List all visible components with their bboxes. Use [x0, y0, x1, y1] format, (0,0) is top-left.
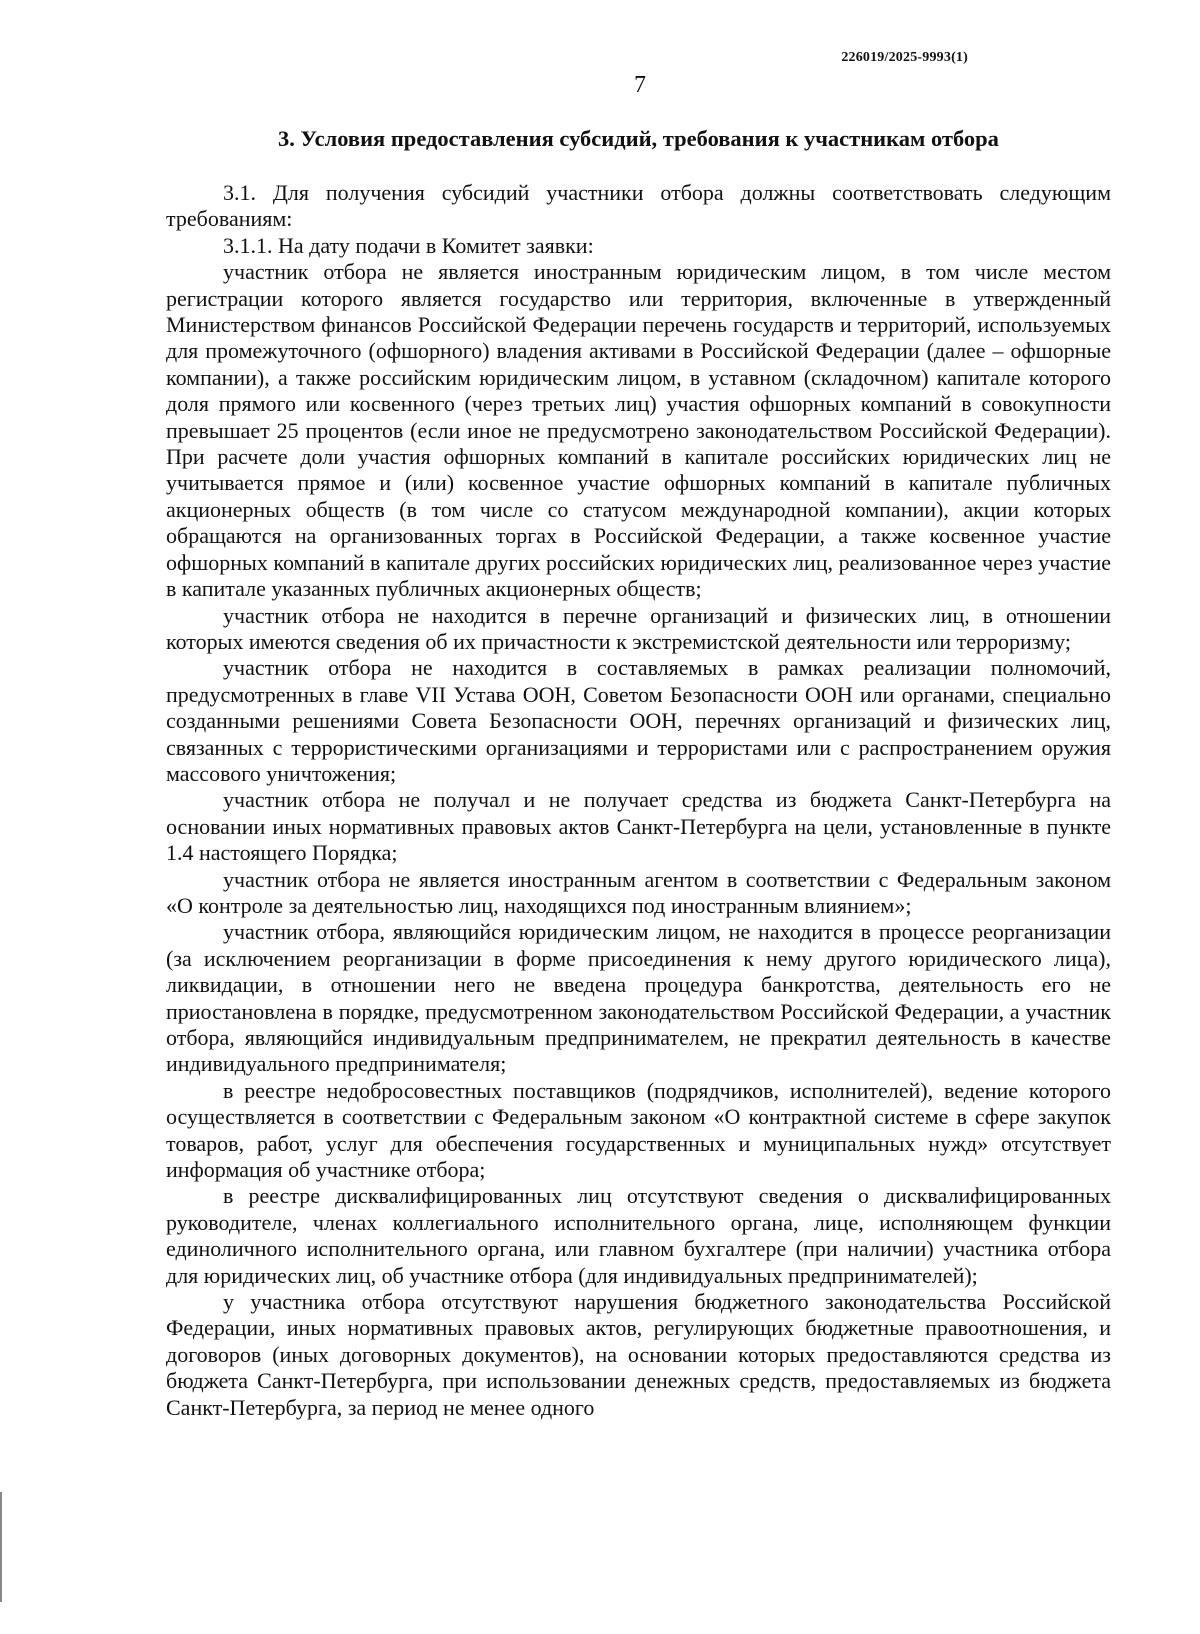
- paragraph: участник отбора не находится в перечне организаций и физических лиц, в отношении которых имеются сведения об их причастности к экстремистской деятельности или терроризму;: [166, 602, 1111, 654]
- document-id: 226019/2025-9993(1): [841, 50, 968, 65]
- page-number: 7: [634, 72, 646, 98]
- document-body: [166, 180, 1111, 1421]
- paragraph: участник отбора не является иностранным юридическим лицом, в том числе местом регистрации которого является государство или территория, включенные в утвержденный Министерством финансов Российской Федерации перечень государств и территорий, используемых для промежуточного (офшорного) владения активами в Российской Федерации (далее – офшорные компании), а также российским юридическим лицом, в уставном (складочном) капитале которого доля прямого или косвенного (через третьих лиц) участия офшорных компаний в совокупности превышает 25 процентов (если иное не предусмотрено законодательством Российской Федерации). При расчете доли участия офшорных компаний в капитале российских юридических лиц не учитывается прямое и (или) косвенное участие офшорных компаний в капитале публичных акционерных обществ (в том числе со статусом международной компании), акции которых обращаются на организованных торгах в Российской Федерации, а также косвенное участие офшорных компаний в капитале других российских юридических лиц, реализованное через участие в капитале указанных публичных акционерных обществ;: [166, 259, 1111, 602]
- paragraph: участник отбора, являющийся юридическим лицом, не находится в процессе реорганизации (за исключением реорганизации в форме присоединения к нему другого юридического лица), ликвидации, в отношении него не введена процедура банкротства, деятельность его не приостановлена в порядке, предусмотренном законодательством Российской Федерации, а участник отбора, являющийся индивидуальным предпринимателем, не прекратил деятельность в качестве индивидуального предпринимателя;: [166, 919, 1111, 1077]
- paragraph: участник отбора не находится в составляемых в рамках реализации полномочий, предусмотренных в главе VII Устава ООН, Советом Безопасности ООН или органами, специально созданными решениями Совета Безопасности ООН, перечнях организаций и физических лиц, связанных с террористическими организациями и террористами или с распространением оружия массового уничтожения;: [166, 655, 1111, 786]
- paragraph: у участника отбора отсутствуют нарушения бюджетного законодательства Российской Федерации, иных нормативных правовых актов, регулирующих бюджетные правоотношения, и договоров (иных договорных документов), на основании которых предоставляются средства из бюджета Санкт-Петербурга, при использовании денежных средств, предоставляемых из бюджета Санкт-Петербурга, за период не менее одного: [166, 1289, 1111, 1420]
- paragraph: в реестре недобросовестных поставщиков (подрядчиков, исполнителей), ведение которого осуществляется в соответствии с Федеральным законом «О контрактной системе в сфере закупок товаров, работ, услуг для обеспечения государственных и муниципальных нужд» отсутствует информация об участнике отбора;: [166, 1077, 1111, 1183]
- paragraph: участник отбора не получал и не получает средства из бюджета Санкт-Петербурга на основании иных нормативных правовых актов Санкт-Петербурга на цели, установленные в пункте 1.4 настоящего Порядка;: [166, 787, 1111, 866]
- section-title: 3. Условия предоставления субсидий, требования к участникам отбора: [278, 126, 999, 151]
- paragraph: участник отбора не является иностранным агентом в соответствии с Федеральным законом «О контроле за деятельностью лиц, находящихся под иностранным влиянием»;: [166, 866, 1111, 918]
- paragraph: 3.1. Для получения субсидий участники отбора должны соответствовать следующим требованиям:: [166, 180, 1111, 232]
- paragraph: в реестре дисквалифицированных лиц отсутствуют сведения о дисквалифицированных руководителе, членах коллегиального исполнительного органа, лице, исполняющем функции единоличного исполнительного органа, или главном бухгалтере (при наличии) участника отбора для юридических лиц, об участнике отбора (для индивидуальных предпринимателей);: [166, 1183, 1111, 1288]
- paragraph: 3.1.1. На дату подачи в Комитет заявки:: [223, 232, 594, 258]
- scan-edge-mark: [0, 1492, 2, 1602]
